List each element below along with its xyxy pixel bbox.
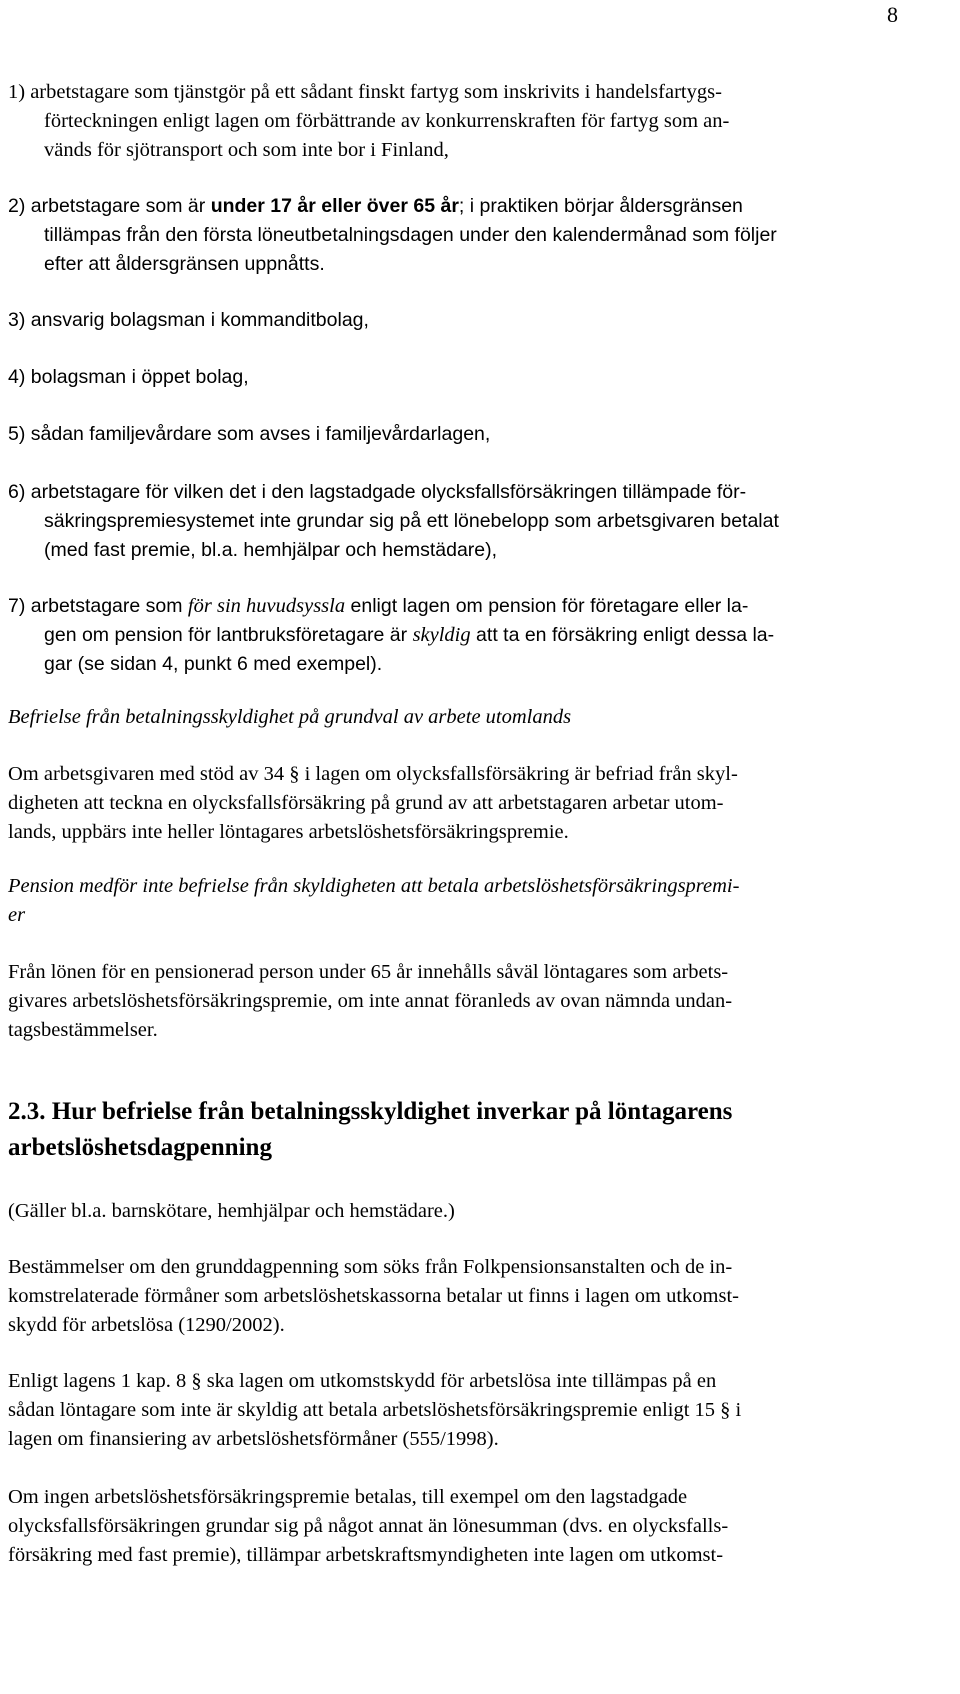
list-item-2-line-3: efter att åldersgränsen uppnåtts. bbox=[44, 253, 325, 275]
paragraph-pension-line-1: Från lönen för en pensionerad person under 65 år innehålls såväl löntagares som arbets- bbox=[8, 961, 729, 983]
paragraph-law-chapter-line-3: lagen om finansiering av arbetslöshetsförmåner (555/1998). bbox=[8, 1428, 499, 1450]
subheading-work-abroad: Befrielse från betalningsskyldighet på grundval av arbete utomlands bbox=[8, 706, 572, 728]
list-item-7-text-end: enligt lagen om pension för företagare eller la- bbox=[345, 595, 749, 617]
list-item-1-line-2: förteckningen enligt lagen om förbättrande av konkurrenskraften för fartyg som an- bbox=[44, 110, 730, 132]
paragraph-no-premium-line-2: olycksfallsförsäkringen grundar sig på något annat än lönesumman (dvs. en olycksfalls- bbox=[8, 1515, 729, 1537]
list-item-6 bbox=[8, 478, 958, 565]
list-item-2 bbox=[8, 192, 958, 279]
paragraph-work-abroad bbox=[8, 760, 958, 847]
paragraph-work-abroad-line-1: Om arbetsgivaren med stöd av 34 § i lagen om olycksfallsförsäkring är befriad från skyl- bbox=[8, 763, 738, 785]
page-number: 8 bbox=[887, 2, 898, 27]
section-heading-line-2: arbetslöshetsdagpenning bbox=[8, 1134, 272, 1161]
list-item-2-emphasis: under 17 år eller över 65 år bbox=[210, 195, 459, 217]
list-item-6-line-3: (med fast premie, bl.a. hemhjälpar och hemstädare), bbox=[44, 539, 498, 561]
list-item-7-emphasis-2: skyldig bbox=[412, 624, 471, 646]
paragraph-pension bbox=[8, 958, 958, 1045]
list-item-7-line-2 bbox=[8, 621, 958, 650]
subheading-pension bbox=[8, 872, 958, 930]
list-item-1 bbox=[8, 78, 958, 165]
list-item-2-line-1 bbox=[8, 192, 958, 221]
list-item-1-line-3: vänds för sjötransport och som inte bor i Finland, bbox=[44, 139, 449, 161]
paragraph-no-premium bbox=[8, 1483, 958, 1570]
paragraph-pension-line-3: tagsbestämmelser. bbox=[8, 1019, 158, 1041]
subheading-pension-line-2: er bbox=[8, 904, 26, 926]
paragraph-regulations bbox=[8, 1253, 958, 1340]
list-item-5: 5) sådan familjevårdare som avses i familjevårdarlagen, bbox=[8, 423, 491, 445]
list-item-7-emphasis: för sin huvudsyssla bbox=[187, 595, 346, 617]
subheading-pension-line-1: Pension medför inte befrielse från skyldigheten att betala arbetslöshetsförsäkringspremi- bbox=[8, 875, 740, 897]
list-item-7-text-2-end: att ta en försäkring enligt dessa la- bbox=[470, 624, 775, 646]
list-item-1-line-1: 1) arbetstagare som tjänstgör på ett sådant finskt fartyg som inskrivits i handelsfartygs- bbox=[8, 81, 722, 103]
paragraph-work-abroad-line-3: lands, uppbärs inte heller löntagares arbetslöshetsförsäkringspremie. bbox=[8, 821, 569, 843]
paragraph-pension-line-2: givares arbetslöshetsförsäkringspremie, om inte annat föranleds av ovan nämnda undan- bbox=[8, 990, 733, 1012]
list-item-4: 4) bolagsman i öppet bolag, bbox=[8, 366, 249, 388]
list-item-2-text-end: ; i praktiken börjar åldersgränsen bbox=[458, 195, 743, 217]
paragraph-work-abroad-line-2: digheten att teckna en olycksfallsförsäkring på grund av att arbetstagaren arbetar utom- bbox=[8, 792, 724, 814]
paragraph-regulations-line-2: komstrelaterade förmåner som arbetslöshetskassorna betalar ut finns i lagen om utkomst- bbox=[8, 1285, 739, 1307]
list-item-3: 3) ansvarig bolagsman i kommanditbolag, bbox=[8, 309, 369, 331]
list-item-7 bbox=[8, 592, 958, 679]
list-item-7-text-2: gen om pension för lantbruksföretagare är bbox=[44, 624, 413, 646]
paragraph-law-chapter-line-1: Enligt lagens 1 kap. 8 § ska lagen om utkomstskydd för arbetslösa inte tillämpas på en bbox=[8, 1370, 717, 1392]
list-item-7-text: 7) arbetstagare som bbox=[8, 595, 188, 617]
paragraph-regulations-line-1: Bestämmelser om den grunddagpenning som söks från Folkpensionsanstalten och de in- bbox=[8, 1256, 733, 1278]
paragraph-applies-to: (Gäller bl.a. barnskötare, hemhjälpar och hemstädare.) bbox=[8, 1200, 455, 1222]
list-item-7-line-3: gar (se sidan 4, punkt 6 med exempel). bbox=[44, 653, 383, 675]
paragraph-no-premium-line-1: Om ingen arbetslöshetsförsäkringspremie betalas, till exempel om den lagstadgade bbox=[8, 1486, 688, 1508]
paragraph-no-premium-line-3: försäkring med fast premie), tillämpar arbetskraftsmyndigheten inte lagen om utkomst- bbox=[8, 1544, 724, 1566]
list-item-2-text: 2) arbetstagare som är bbox=[8, 195, 211, 217]
list-item-7-line-1 bbox=[8, 592, 958, 621]
paragraph-regulations-line-3: skydd för arbetslösa (1290/2002). bbox=[8, 1314, 285, 1336]
section-heading-2-3 bbox=[8, 1094, 958, 1166]
list-item-6-line-2: säkringspremiesystemet inte grundar sig på ett lönebelopp som arbetsgivaren betalat bbox=[44, 510, 779, 532]
paragraph-law-chapter bbox=[8, 1367, 958, 1454]
paragraph-law-chapter-line-2: sådan löntagare som inte är skyldig att betala arbetslöshetsförsäkringspremie enligt 15 § i bbox=[8, 1399, 742, 1421]
list-item-6-line-1: 6) arbetstagare för vilken det i den lagstadgade olycksfallsförsäkringen tillämpade för- bbox=[8, 481, 747, 503]
list-item-2-line-2: tillämpas från den första löneutbetalningsdagen under den kalendermånad som följer bbox=[44, 224, 777, 246]
section-heading-line-1: 2.3. Hur befrielse från betalningsskyldighet inverkar på löntagarens bbox=[8, 1098, 733, 1125]
